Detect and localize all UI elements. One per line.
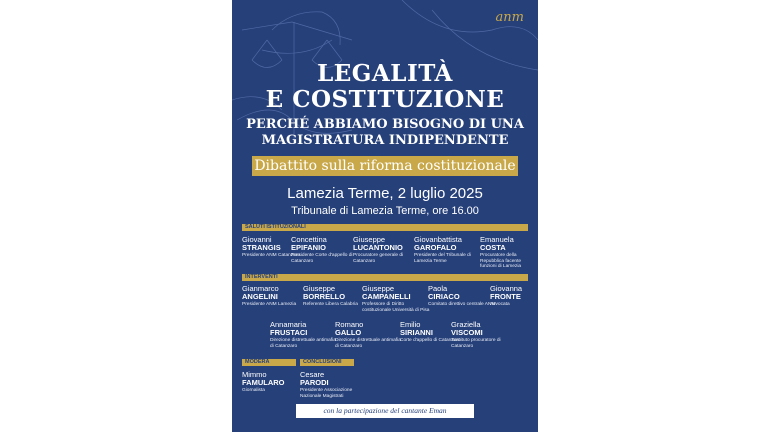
first-name: Paola — [428, 284, 448, 293]
interventi-bar — [242, 274, 528, 281]
role: Sostituto procuratore di Catanzaro — [451, 338, 501, 349]
last-name: EPIFANIO — [291, 243, 327, 252]
saluti-label: SALUTI ISTITUZIONALI — [245, 224, 306, 230]
last-name: ANGELINI — [242, 292, 278, 301]
venue: Tribunale di Lamezia Terme, ore 16.00 — [291, 205, 479, 217]
saluti-person-3 — [353, 236, 421, 264]
last-name: SIRIANNI — [400, 328, 433, 337]
place-date: Lamezia Terme, 2 luglio 2025 — [287, 185, 483, 202]
intervento-person-9 — [451, 321, 519, 349]
role: Giornalista — [242, 388, 265, 393]
first-name: Emilio — [400, 320, 421, 329]
saluti-person-2 — [291, 236, 359, 264]
subtitle-line-2: MAGISTRATURA INDIPENDENTE — [261, 133, 509, 148]
first-name: Gianmarco — [242, 284, 279, 293]
role: Procuratore generale di Catanzaro — [353, 253, 404, 264]
modera-label: MODERA — [245, 359, 270, 365]
title-line-2: E COSTITUZIONE — [265, 86, 505, 113]
intervento-person-4 — [428, 285, 496, 308]
role: Procuratore della Repubblica facente funzioni di Lamezia — [480, 253, 522, 269]
first-name: Giovanni — [242, 235, 272, 244]
last-name: GAROFALO — [414, 243, 457, 252]
last-name: CAMPANELLI — [362, 292, 411, 301]
role: Presidente Corte d'appello di Catanzaro — [291, 253, 353, 264]
intervento-person-7 — [335, 321, 403, 349]
conclusioni-speaker — [300, 371, 360, 399]
role: Professore di Diritto costituzionale Università di Pisa — [362, 302, 430, 313]
role: Presidente ANM Catanzaro — [242, 253, 301, 258]
first-name: Giovanna — [490, 284, 523, 293]
role: Direzione distrettuale antimafia di Catanzaro — [335, 338, 401, 349]
moderator — [242, 371, 297, 394]
last-name: VISCOMI — [451, 328, 483, 337]
role: Direzione distrettuale antimafia di Catanzaro — [270, 338, 336, 349]
intervento-person-3 — [362, 285, 430, 313]
first-name: Giuseppe — [303, 284, 336, 293]
role: Presidente Associazione Nazionale Magistrati — [300, 388, 353, 399]
last-name: BORRELLO — [303, 292, 346, 301]
footer-note: con la partecipazione del cantante Eman — [296, 404, 474, 418]
first-name: Cesare — [300, 370, 325, 379]
interventi-label: INTERVENTI — [245, 274, 278, 280]
first-name: Mimmo — [242, 370, 267, 379]
title-line-1: LEGALITÀ — [317, 60, 453, 87]
role: Avvocata — [490, 302, 510, 307]
intervento-person-1 — [242, 285, 310, 308]
first-name: Giuseppe — [353, 235, 386, 244]
role: Presidente del Tribunale di Lamezia Terme — [414, 253, 471, 264]
role: Corte d'appello di Catanzaro — [400, 338, 461, 343]
saluti-person-5 — [480, 236, 534, 270]
first-name: Graziella — [451, 320, 481, 329]
role: Presidente ANM Lamezia — [242, 302, 297, 307]
first-name: Annamaria — [270, 320, 307, 329]
saluti-person-4 — [414, 236, 482, 264]
last-name: STRANGIS — [242, 243, 281, 252]
first-name: Giuseppe — [362, 284, 395, 293]
last-name: PARODI — [300, 378, 329, 387]
subtitle-line-1: PERCHÉ ABBIAMO BISOGNO DI UNA — [246, 117, 524, 132]
last-name: COSTA — [480, 243, 506, 252]
event-poster — [232, 0, 538, 432]
first-name: Romano — [335, 320, 364, 329]
conclusioni-label: CONCLUSIONI — [303, 359, 342, 365]
intervento-person-5 — [490, 285, 534, 308]
anm-logo: anm — [495, 10, 524, 25]
first-name: Giovanbattista — [414, 235, 462, 244]
intervento-person-6 — [270, 321, 338, 349]
last-name: GALLO — [335, 328, 362, 337]
role: Referente Libera Calabria — [303, 302, 358, 307]
last-name: CIRIACO — [428, 292, 460, 301]
first-name: Emanuela — [480, 235, 514, 244]
role: Comitato direttivo centrale ANM — [428, 302, 496, 307]
debate-band-text: Dibattito sulla riforma costituzionale — [254, 158, 516, 174]
intervento-person-2 — [303, 285, 371, 308]
last-name: FAMULARO — [242, 378, 285, 387]
last-name: LUCANTONIO — [353, 243, 403, 252]
last-name: FRONTE — [490, 292, 521, 301]
first-name: Concettina — [291, 235, 327, 244]
last-name: FRUSTACI — [270, 328, 308, 337]
